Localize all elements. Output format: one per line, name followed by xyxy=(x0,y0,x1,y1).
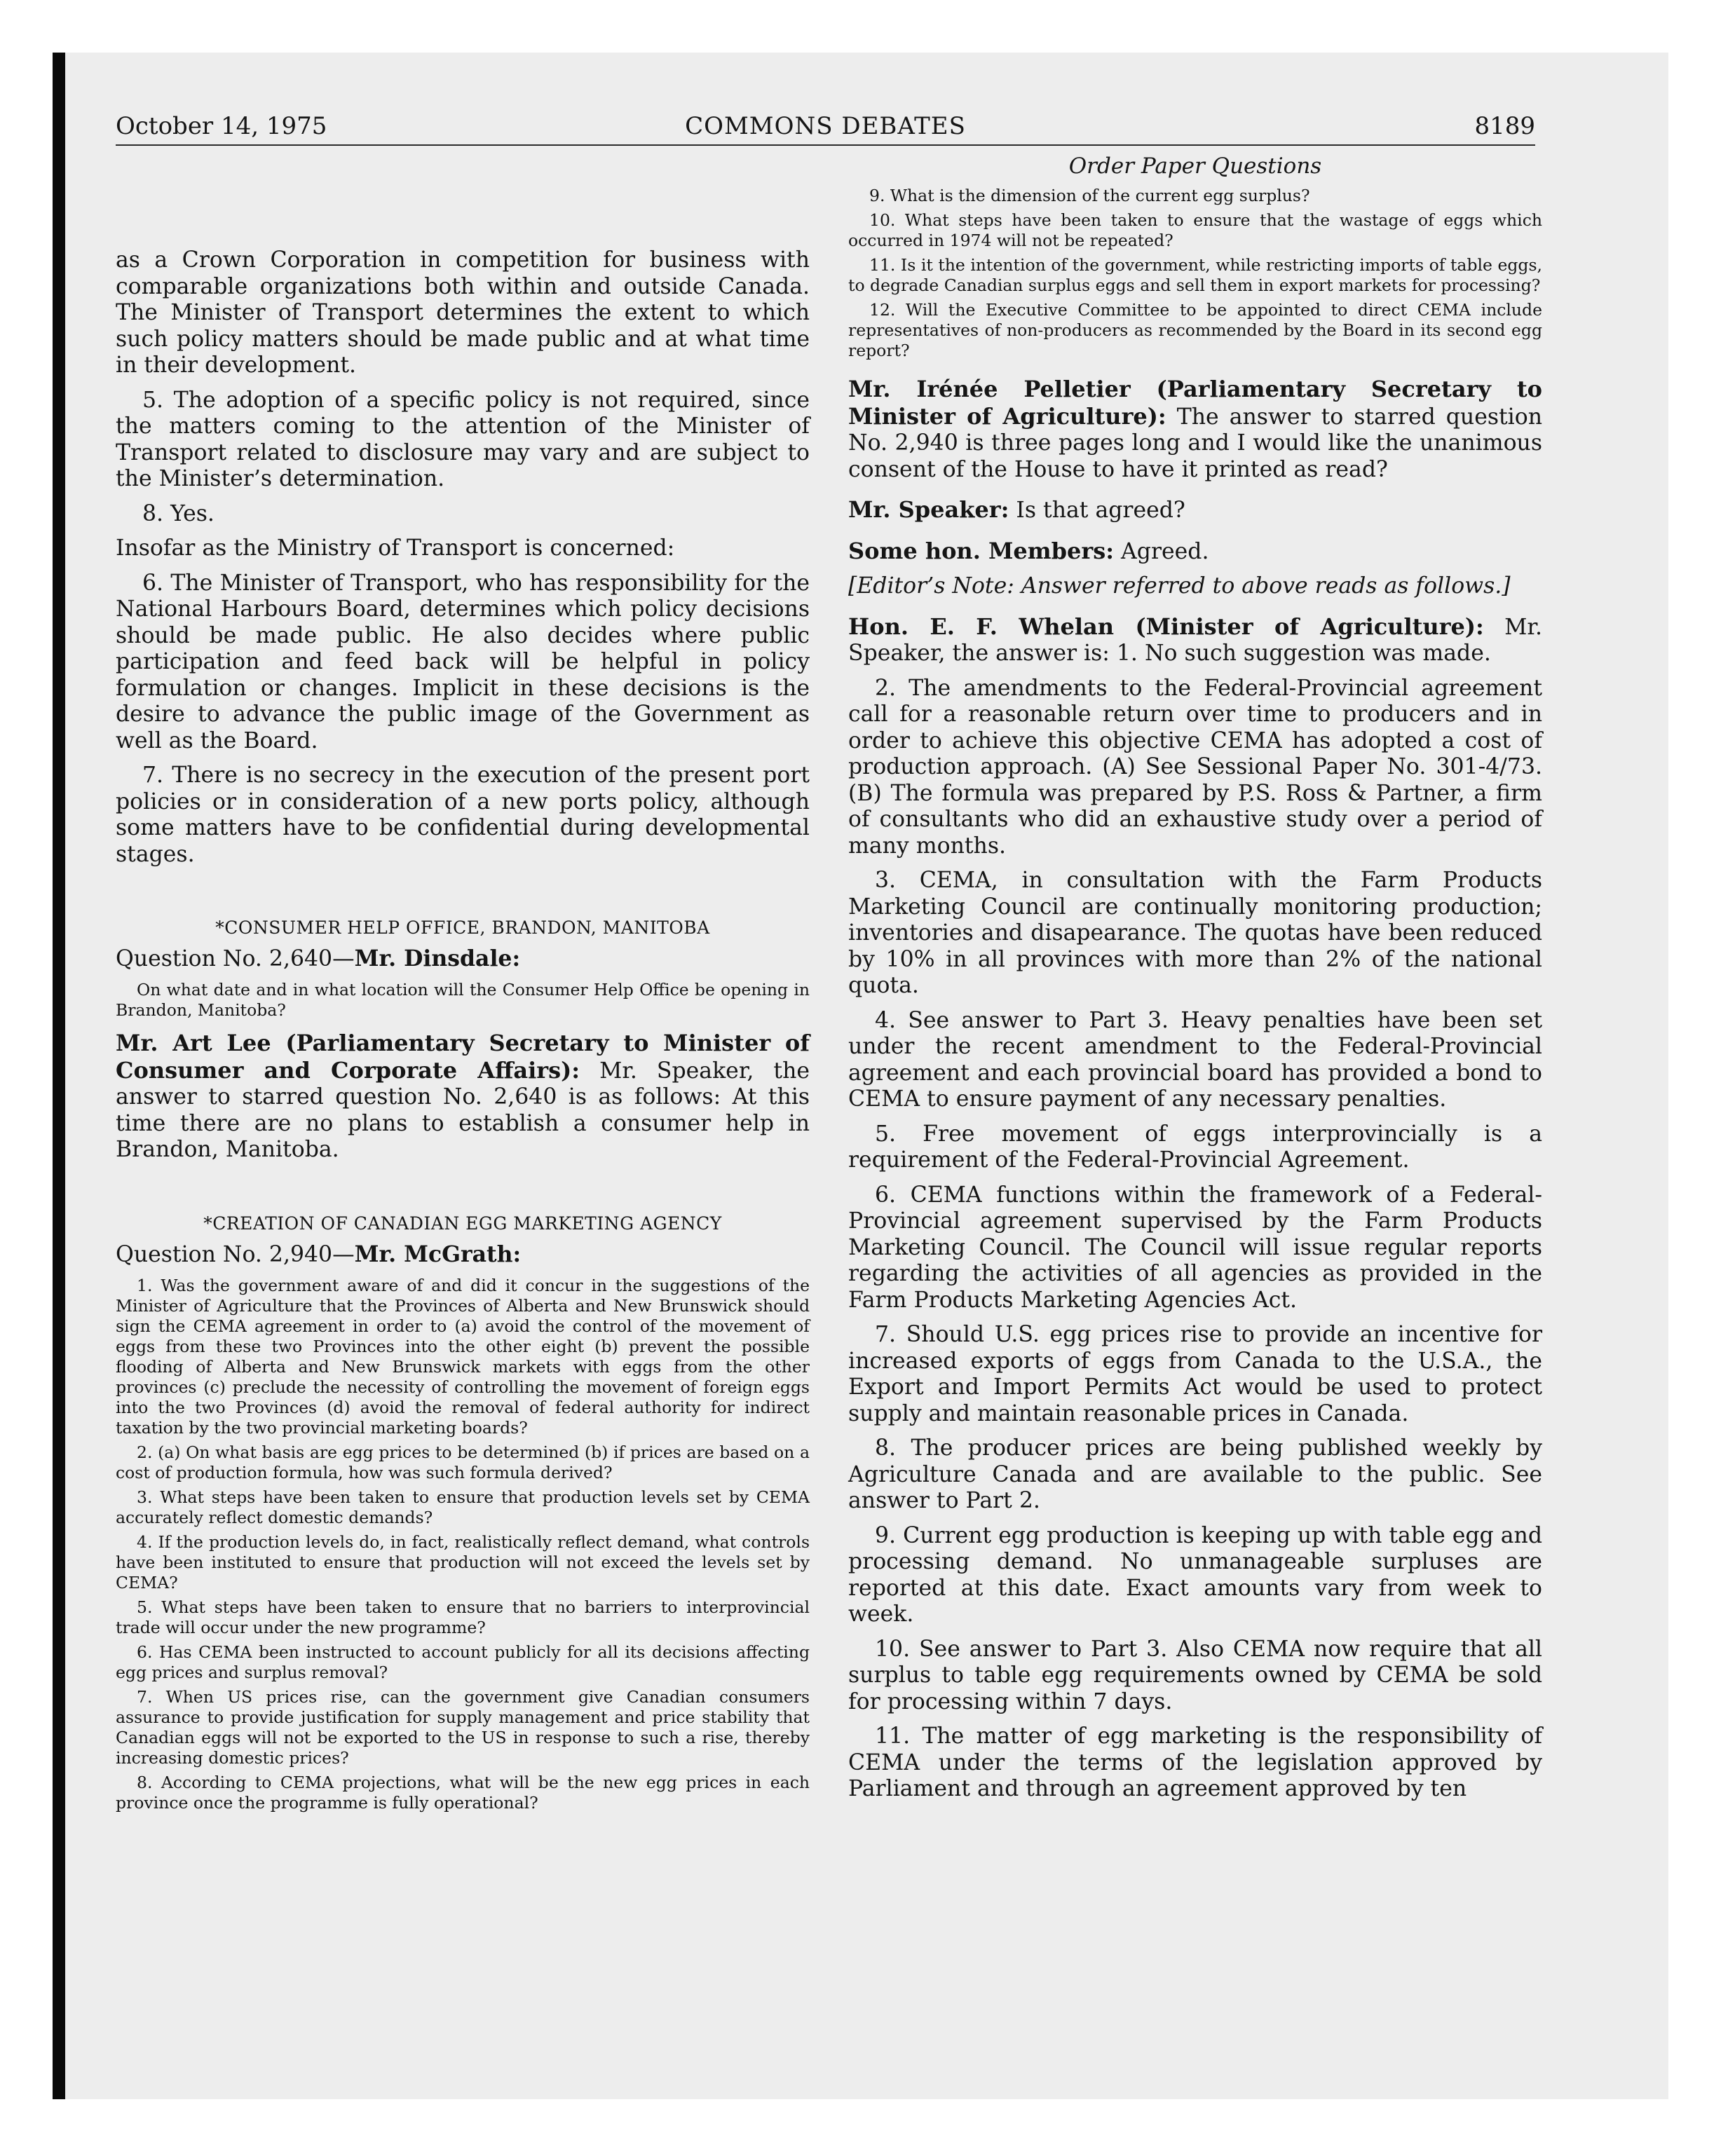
answer-paragraph: 9. Current egg production is keeping up with table egg and processing demand. No unmanageable surpluses are reported at this date. Exact amounts vary from week to week. xyxy=(848,1522,1542,1627)
member-name: Mr. McGrath: xyxy=(354,1241,522,1267)
right-column xyxy=(848,151,1542,1811)
spacer xyxy=(116,876,810,917)
answer-text: Mr. Speaker, the answer to starred question No. 2,640 is as follows: At this time there are no plans to establish a consumer help in Brandon, Manitoba. xyxy=(116,1058,810,1162)
header-page-number: 8189 xyxy=(1474,112,1535,140)
question-item: 1. Was the government aware of and did it concur in the suggestions of the Minister of Agriculture that the Provinces of Alberta and New Brunswick should sign the CEMA agreement in order to (a) avoid the control of the movement of eggs from these two Provinces into the other eight (b) prevent the possible flooding of Alberta and New Brunswick markets with eggs from the other provinces (c) preclude the necessity of controlling the movement of foreign eggs into the two Provinces (d) avoid the removal of federal authority for indirect taxation by the two provincial marketing boards? xyxy=(116,1275,810,1438)
speech xyxy=(848,614,1542,667)
question-item: 8. According to CEMA projections, what will be the new egg prices in each province once the programme is fully operational? xyxy=(116,1772,810,1813)
speaker-name: Hon. E. F. Whelan (Minister of Agriculture): xyxy=(848,613,1484,640)
question-label: Question No. 2,640— xyxy=(116,946,355,971)
paragraph: 8. Yes. xyxy=(142,500,215,526)
question-item: 7. When US prices rise, can the government give Canadian consumers assurance to provide justification for supply management and price stability that Canadian eggs will not be exported to the US in response to such a rise, thereby increasing domestic prices? xyxy=(116,1686,810,1768)
section-title: Order Paper Questions xyxy=(1068,153,1322,179)
answer-paragraph: 10. See answer to Part 3. Also CEMA now require that all surplus to table egg requirements owned by CEMA be sold for processing within 7 days. xyxy=(848,1636,1542,1714)
left-column xyxy=(116,151,810,1817)
paragraph: 6. The Minister of Transport, who has responsibility for the National Harbours Board, determines which policy decisions should be made public. He also decides where public participation and feed back will be helpful in policy formulation or changes. Implicit in these decisions is the desire to advance the public image of the Government as well as the Board. xyxy=(116,570,810,753)
paragraph: 7. There is no secrecy in the execution of the present port policies or in consideration of a new ports policy, although some matters have to be confidential during developmental stages. xyxy=(116,763,810,867)
spacer xyxy=(116,1172,810,1213)
section-heading: *CREATION OF CANADIAN EGG MARKETING AGENCY xyxy=(203,1213,722,1234)
speaker-name: Mr. Art Lee (Parliamentary Secretary to Minister of Consumer and Corporate Affairs): xyxy=(116,1030,810,1084)
question-item: 5. What steps have been taken to ensure that no barriers to interprovincial trade will occur under the new programme? xyxy=(116,1597,810,1637)
section-heading: *CONSUMER HELP OFFICE, BRANDON, MANITOBA xyxy=(215,917,710,938)
answer-paragraph: 5. Free movement of eggs interprovincially is a requirement of the Federal-Provincial Agreement. xyxy=(848,1121,1542,1173)
speech xyxy=(848,376,1542,483)
question-item: 3. What steps have been taken to ensure that production levels set by CEMA accurately reflect domestic demands? xyxy=(116,1487,810,1527)
speaker-name: Mr. Speaker: xyxy=(848,496,1009,523)
question-label: Question No. 2,940— xyxy=(116,1241,355,1267)
speech-text: Agreed. xyxy=(1114,538,1209,564)
speaker-name: Some hon. Members: xyxy=(848,537,1115,564)
speech-text: The answer to starred question No. 2,940 is three pages long and I would like the unanimous consent of the House to have it printed as read? xyxy=(848,404,1543,482)
answer-paragraph: 2. The amendments to the Federal-Provincial agreement call for a reasonable return over time to producers and in order to achieve this objective CEMA has adopted a cost of production approach. (A) See Sessional Paper No. 301-4/73. (B) The formula was prepared by P.S. Ross & Partner, a firm of consultants who did an exhaustive study over a period of many months. xyxy=(848,675,1542,859)
answer-paragraph: 3. CEMA, in consultation with the Farm Products Marketing Council are continually monitoring production; inventories and disapearance. The quotas have been reduced by 10% in all provinces with more than 2% of the national quota. xyxy=(848,868,1542,998)
header-date: October 14, 1975 xyxy=(116,112,327,140)
editors-note: [Editor’s Note: Answer referred to above reads as follows.] xyxy=(848,573,1511,599)
spacer xyxy=(116,151,810,247)
scan-edge xyxy=(53,53,65,2099)
speech xyxy=(848,538,1542,566)
speech xyxy=(848,497,1542,524)
question-item: 9. What is the dimension of the current egg surplus? xyxy=(869,186,1310,205)
paragraph: as a Crown Corporation in competition for business with comparable organizations both within and outside Canada. The Minister of Transport determines the extent to which such policy matters should be made public and at what time in their development. xyxy=(116,247,810,378)
question-item: 2. (a) On what basis are egg prices to be determined (b) if prices are based on a cost of production formula, how was such formula derived? xyxy=(116,1442,810,1482)
speaker-name: Mr. Irénée Pelletier (Parliamentary Secretary to Minister of Agriculture): xyxy=(848,376,1542,430)
speech-text: Mr. Speaker, the answer is: 1. No such suggestion was made. xyxy=(848,614,1542,666)
speech-text: Is that agreed? xyxy=(1009,498,1185,523)
question-item: 4. If the production levels do, in fact, realistically reflect demand, what controls have been instituted to ensure that production will not exceed the levels set by CEMA? xyxy=(116,1531,810,1592)
member-name: Mr. Dinsdale: xyxy=(354,946,521,971)
question-item: 12. Will the Executive Committee to be appointed to direct CEMA include representatives of non-producers as recommended by the Board in its second egg report? xyxy=(848,300,1542,360)
question-item: 11. Is it the intention of the government, while restricting imports of table eggs, to degrade Canadian surplus eggs and sell them in export markets for processing? xyxy=(848,255,1542,295)
question-text: On what date and in what location will the Consumer Help Office be opening in Brandon, Manitoba? xyxy=(116,980,810,1020)
header-title: COMMONS DEBATES xyxy=(685,112,966,140)
header-rule xyxy=(116,144,1535,146)
answer-paragraph: 8. The producer prices are being published weekly by Agriculture Canada and are available to the public. See answer to Part 2. xyxy=(848,1435,1542,1513)
answer-paragraph xyxy=(116,1030,810,1164)
paragraph: Insofar as the Ministry of Transport is concerned: xyxy=(116,535,675,561)
question-item: 10. What steps have been taken to ensure that the wastage of eggs which occurred in 1974 will not be repeated? xyxy=(848,210,1542,250)
answer-paragraph: 4. See answer to Part 3. Heavy penalties have been set under the recent amendment to the Federal-Provincial agreement and each provincial board has provided a bond to CEMA to ensure payment of any necessary penalties. xyxy=(848,1007,1542,1112)
page-header xyxy=(116,109,1535,144)
question-item: 6. Has CEMA been instructed to account publicly for all its decisions affecting egg prices and surplus removal? xyxy=(116,1642,810,1682)
answer-paragraph: 6. CEMA functions within the framework of a Federal-Provincial agreement supervised by the Farm Products Marketing Council. The Council will issue regular reports regarding the activities of all agencies as provided in the Farm Products Marketing Agencies Act. xyxy=(848,1182,1542,1313)
question-number xyxy=(116,1241,810,1269)
answer-paragraph: 11. The matter of egg marketing is the responsibility of CEMA under the terms of the legislation approved by Parliament and through an agreement approved by ten xyxy=(848,1724,1542,1801)
answer-paragraph: 7. Should U.S. egg prices rise to provide an incentive for increased exports of eggs from Canada to the U.S.A., the Export and Import Permits Act would be used to protect supply and maintain reasonable prices in Canada. xyxy=(848,1322,1542,1426)
paragraph: 5. The adoption of a specific policy is not required, since the matters coming to the attention of the Minister of Transport related to disclosure may vary and are subject to the Minister’s determination. xyxy=(116,387,810,491)
question-number xyxy=(116,945,810,973)
